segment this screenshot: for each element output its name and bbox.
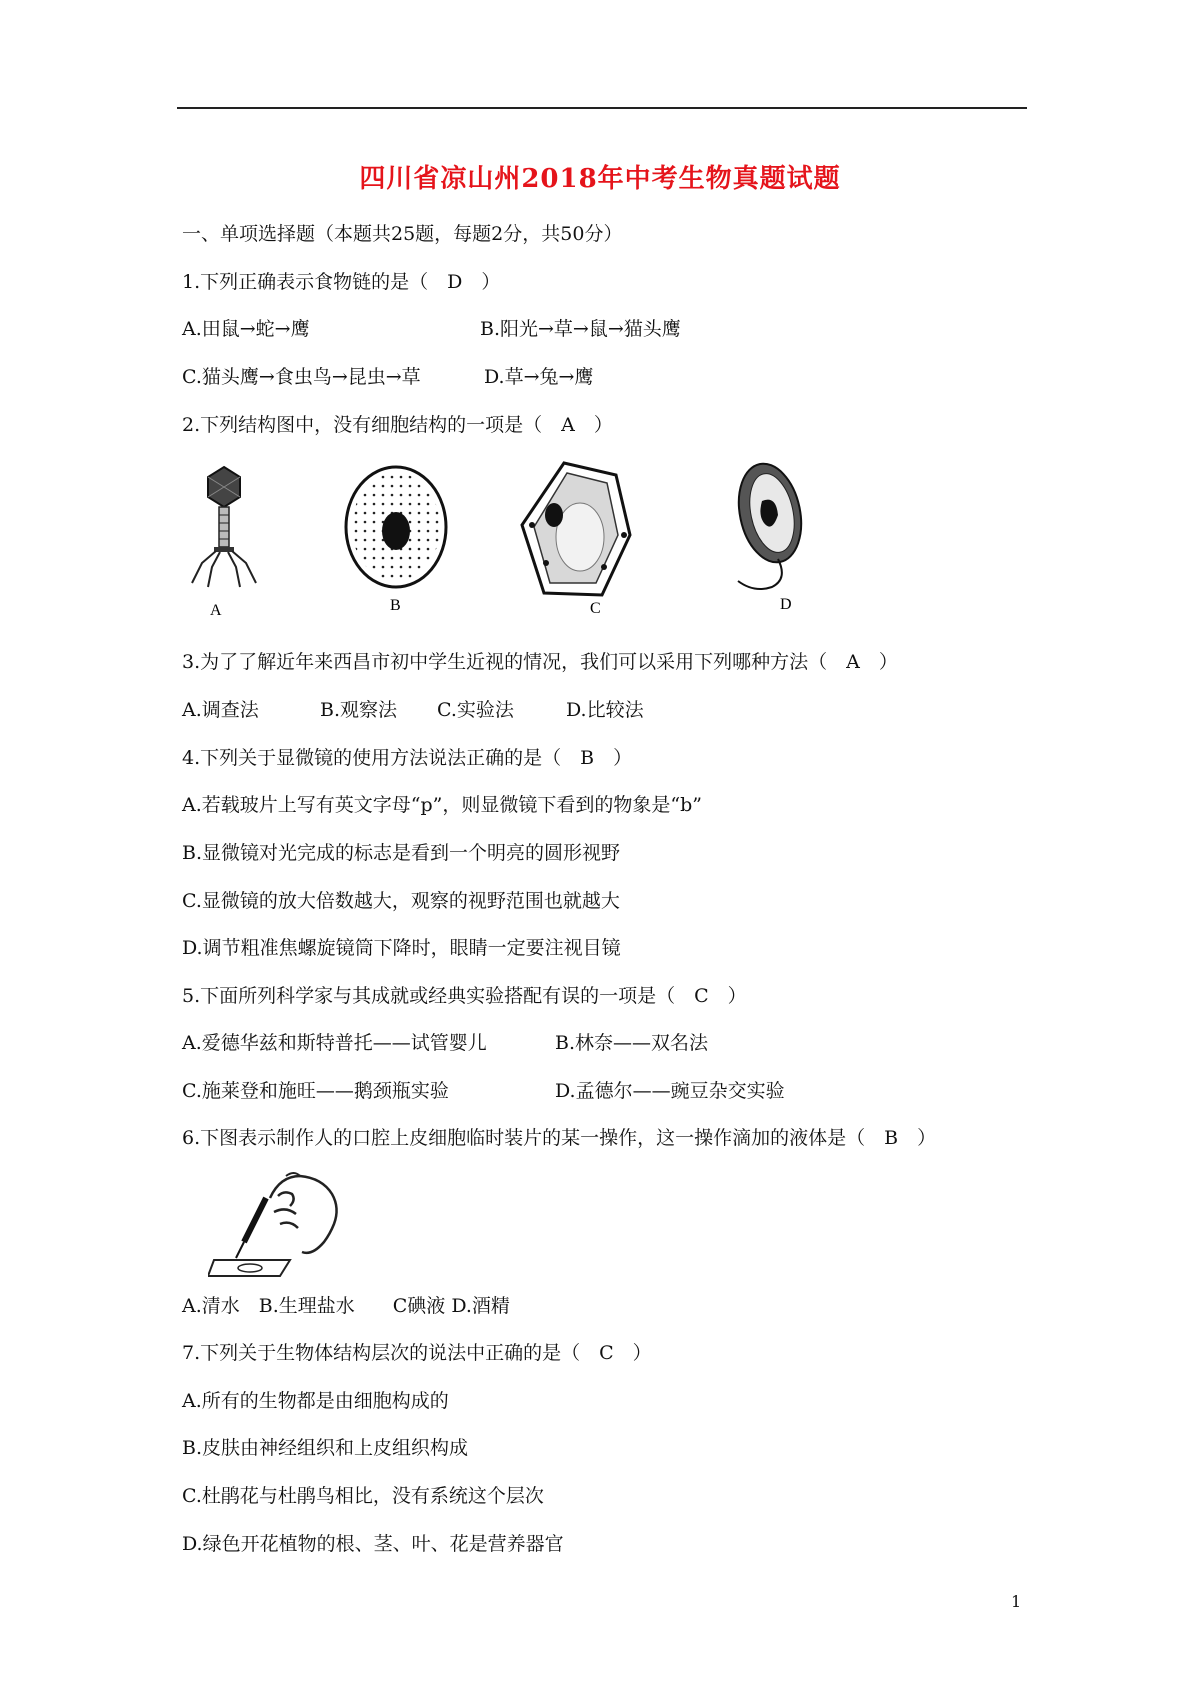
q5-option-c: C.施莱登和施旺——鹅颈瓶实验 [182,1080,449,1102]
q5-option-a: A.爱德华兹和斯特普托——试管婴儿 [182,1032,487,1054]
q7-option-a: A.所有的生物都是由细胞构成的 [182,1390,449,1412]
q6-options: A.清水 B.生理盐水 C碘液 D.酒精 [182,1295,510,1317]
fig-label-a: A [210,602,222,619]
q2-stem: 2.下列结构图中，没有细胞结构的一项是（ A ） [182,414,613,436]
page-number: 1 [1011,1592,1022,1611]
q4-stem: 4.下列关于显微镜的使用方法说法正确的是（ B ） [182,747,633,769]
header-rule [177,107,1027,109]
cell-structures-figure [182,455,832,625]
q7-stem: 7.下列关于生物体结构层次的说法中正确的是（ C ） [182,1342,652,1364]
page-title: 四川省凉山州2018年中考生物真题试题 [359,164,841,194]
q3-option-c: C.实验法 [437,699,514,721]
fig-label-b: B [390,597,401,614]
q4-option-a: A.若载玻片上写有英文字母“p”，则显微镜下看到的物象是“b” [182,794,702,816]
q7-option-c: C.杜鹃花与杜鹃鸟相比，没有系统这个层次 [182,1485,544,1507]
plant-cell-figure [522,463,630,595]
q1-option-d: D.草→兔→鹰 [484,366,594,388]
q4-option-c: C.显微镜的放大倍数越大，观察的视野范围也就越大 [182,890,620,912]
animal-cell-figure [346,467,446,587]
q7-option-b: B.皮肤由神经组织和上皮组织构成 [182,1437,469,1459]
q5-option-b: B.林奈——双名法 [555,1032,709,1054]
dropper-slide-figure [208,1168,348,1278]
q3-option-d: D.比较法 [566,699,644,721]
q4-option-d: D.调节粗准焦螺旋镜筒下降时，眼睛一定要注视目镜 [182,937,621,959]
section-heading: 一、单项选择题（本题共25题，每题2分，共50分） [182,223,623,245]
q3-option-a: A.调查法 [182,699,259,721]
fig-label-d: D [780,596,792,613]
q1-option-a: A.田鼠→蛇→鹰 [182,318,310,340]
q3-stem: 3.为了了解近年来西昌市初中学生近视的情况，我们可以采用下列哪种方法（ A ） [182,651,898,673]
fig-label-c: C [590,600,601,617]
bacterium-figure [730,458,809,589]
q3-option-b: B.观察法 [320,699,398,721]
q4-option-b: B.显微镜对光完成的标志是看到一个明亮的圆形视野 [182,842,621,864]
q7-option-d: D.绿色开花植物的根、茎、叶、花是营养器官 [182,1533,564,1555]
q5-option-d: D.孟德尔——豌豆杂交实验 [555,1080,785,1102]
q1-stem: 1.下列正确表示食物链的是（ D ） [182,271,501,293]
q5-stem: 5.下面所列科学家与其成就或经典实验搭配有误的一项是（ C ） [182,985,747,1007]
q1-option-b: B.阳光→草→鼠→猫头鹰 [480,318,681,340]
q1-option-c: C.猫头鹰→食虫鸟→昆虫→草 [182,366,421,388]
virus-figure [192,467,256,587]
q6-stem: 6.下图表示制作人的口腔上皮细胞临时装片的某一操作，这一操作滴加的液体是（ B ） [182,1127,937,1149]
